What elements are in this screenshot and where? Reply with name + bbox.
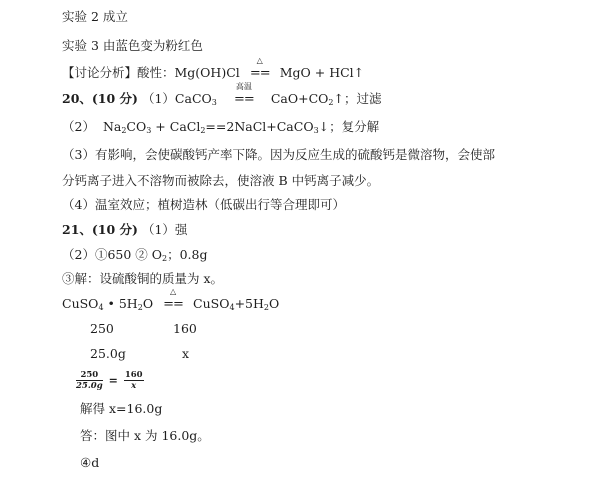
q21-2-answer: （2）①650 ② O	[62, 247, 163, 262]
fraction-left-numerator: 250	[76, 370, 103, 381]
high-temp-condition	[231, 82, 257, 107]
eq-o: O	[142, 296, 154, 311]
q20-2-cacl: + CaCl	[151, 119, 201, 134]
equals-sign: ==	[249, 66, 270, 81]
sub-2: 2	[328, 98, 334, 107]
line-q21-1	[62, 222, 187, 238]
line-q20-3a: （3）有影响，会使碳酸钙产率下降。因为反应生成的硫酸钙是微溶物，会使部	[62, 147, 495, 162]
line-q20-2	[62, 119, 379, 139]
eq-water-o: O	[268, 296, 280, 311]
q20-2-products: ==2NaCl+CaCO	[205, 119, 314, 134]
heat-condition	[247, 56, 273, 81]
unknown-x: x	[182, 346, 190, 361]
q20-2-label: （2）	[62, 119, 95, 134]
eq-water: +5H	[234, 296, 264, 311]
mass-ratio-left: 250	[90, 321, 114, 336]
sub-4: 4	[98, 303, 104, 312]
line-q21-4: ④d	[80, 455, 100, 470]
fraction-left	[76, 370, 103, 391]
eq-product-cuso4: CuSO	[193, 296, 230, 311]
sub-4: 4	[229, 303, 235, 312]
q20-1-product: CaO+CO	[270, 91, 329, 106]
line-exp2: 实验 2 成立	[62, 9, 128, 24]
sub-2: 2	[263, 303, 269, 312]
delta-symbol: △	[256, 56, 263, 65]
fraction-equals: =	[108, 374, 118, 387]
eq-hydrate: • 5H	[103, 296, 138, 311]
sub-2: 2	[137, 303, 143, 312]
line-solved: 解得 x=16.0g	[80, 401, 163, 416]
fraction-right-numerator: 160	[124, 370, 143, 380]
line-discussion	[62, 56, 365, 81]
delta-symbol: △	[169, 287, 177, 296]
proportion	[76, 368, 144, 393]
sub-3: 3	[146, 126, 152, 135]
q20-number: 20、(10 分)	[62, 91, 138, 106]
fraction-left-denominator: 25.0g	[76, 381, 103, 391]
line-q20-1	[62, 82, 382, 111]
q20-1-tail: ↑；过滤	[333, 91, 382, 106]
q21-1-answer: （1）强	[141, 222, 188, 237]
sub-2: 2	[162, 254, 168, 263]
line-q21-solution: ③解：设硫酸铜的质量为 x。	[62, 271, 224, 286]
q20-2-na: Na	[102, 119, 122, 134]
given-mass: 25.0g	[90, 346, 126, 361]
sub-3: 3	[211, 98, 217, 107]
sub-3: 3	[313, 126, 319, 135]
sub-2: 2	[200, 126, 206, 135]
fraction-right-denominator: x	[131, 381, 137, 391]
q21-number: 21、(10 分)	[62, 222, 138, 237]
discussion-products: MgO + HCl↑	[279, 65, 365, 80]
sub-2: 2	[121, 126, 127, 135]
fraction-right	[124, 370, 144, 391]
q20-2-tail: ↓；复分解	[318, 119, 380, 134]
line-q20-4: （4）温室效应；植树造林（低碳出行等合理即可）	[62, 197, 345, 212]
q20-1-reactant: （1）CaCO	[141, 91, 212, 106]
line-answer: 答：图中 x 为 16.0g。	[80, 428, 210, 443]
equals-sign: ==	[163, 297, 183, 312]
equals-sign: ==	[233, 92, 254, 107]
q21-2-tail: ；0.8g	[167, 247, 208, 262]
eq-cuso4: CuSO	[62, 296, 99, 311]
high-temp-label: 高温	[235, 82, 252, 91]
line-q21-2	[62, 247, 208, 267]
line-equation	[62, 287, 280, 316]
line-q20-3b: 分钙离子进入不溶物而被除去，使溶液 B 中钙离子减少。	[62, 173, 380, 188]
heat-condition	[160, 287, 186, 312]
q20-2-co: CO	[126, 119, 147, 134]
mass-ratio-right: 160	[173, 321, 197, 336]
line-exp3: 实验 3 由蓝色变为粉红色	[62, 38, 203, 53]
discussion-prefix: 【讨论分析】酸性：Mg(OH)Cl	[62, 65, 240, 80]
